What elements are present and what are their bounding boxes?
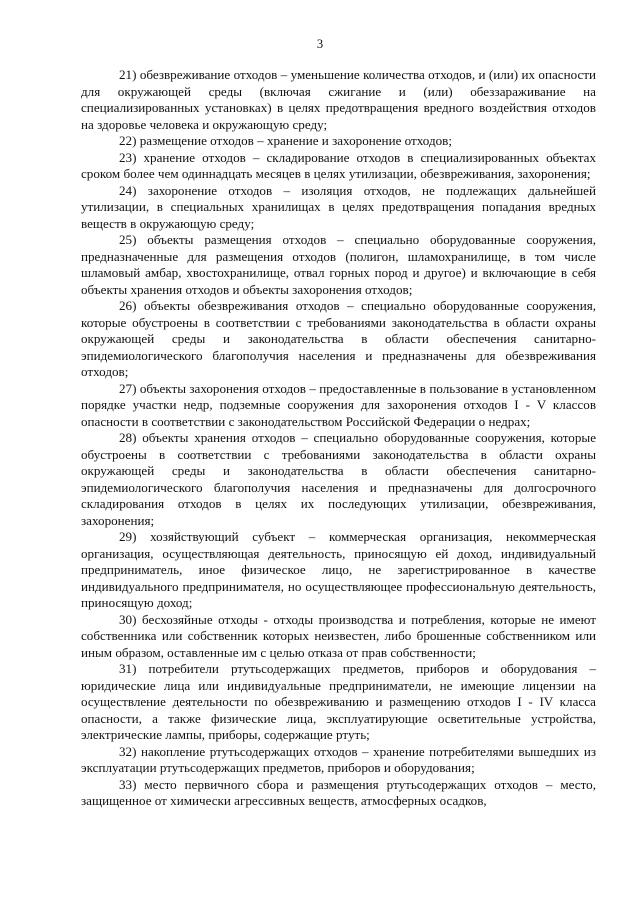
document-body — [81, 67, 596, 810]
definition-23: 23) хранение отходов – складирование отходов в специализированных объектах сроком более чем одиннадцать месяцев в целях утилизации, обезвреживания, захоронения; — [81, 149, 596, 181]
definition-31: 31) потребители ртутьсодержащих предметов, приборов и оборудования – юридические лица или индивидуальные предприниматели, не имеющие лицензии на осуществление деятельности по обезвреживанию и размещению отходов I - IV класса опасности, а также физические лица, эксплуатирующие осветительные устройства, электрические лампы, приборы, содержащие ртуть; — [81, 661, 596, 742]
definition-21: 21) обезвреживание отходов – уменьшение количества отходов, и (или) их опасности для окружающей среды (включая сжигание и (или) обеззараживание на специализированных установках) в целях предотвращения вредного воздействия отходов на здоровье человека и окружающую среду; — [81, 67, 596, 132]
definition-30: 30) бесхозяйные отходы - отходы производства и потребления, которые не имеют собственника или собственник которых неизвестен, либо брошенные собственником или иным образом, оставленные им с целью отказа от прав собственности; — [81, 611, 596, 660]
definition-33: 33) место первичного сбора и размещения ртутьсодержащих отходов – место, защищенное от химически агрессивных веществ, атмосферных осадков, — [81, 776, 596, 808]
definition-25: 25) объекты размещения отходов – специально оборудованные сооружения, предназначенные для размещения отходов (полигон, шламохранилище, в том числе шламовый амбар, хвостохранилище, отвал горных пород и другое) и включающие в себя объекты хранения отходов и объекты захоронения отходов; — [81, 232, 596, 297]
definition-24: 24) захоронение отходов – изоляция отходов, не подлежащих дальнейшей утилизации, в специальных хранилищах в целях предотвращения попадания вредных веществ в окружающую среду; — [81, 182, 596, 231]
definition-32: 32) накопление ртутьсодержащих отходов – хранение потребителями вышедших из эксплуатации ртутьсодержащих предметов, приборов и оборудования; — [81, 743, 596, 775]
definition-28: 28) объекты хранения отходов – специально оборудованные сооружения, которые обустроены в соответствии с требованиями законодательства в области охраны окружающей среды и законодательства в области обеспечения санитарно-эпидемиологического благополучия населения и предназначены для долгосрочного складирования отходов в целях их последующих утилизации, обезвреживания, захоронения; — [81, 430, 596, 528]
definition-22: 22) размещение отходов – хранение и захоронение отходов; — [119, 133, 453, 148]
definition-27: 27) объекты захоронения отходов – предоставленные в пользование в установленном порядке участки недр, подземные сооружения для захоронения отходов I - V классов опасности в соответствии с законодательством Российской Федерации о недрах; — [81, 380, 596, 429]
page-number: 3 — [316, 37, 324, 51]
definition-26: 26) объекты обезвреживания отходов – специально оборудованные сооружения, которые обустроены в соответствии с требованиями законодательства в области охраны окружающей среды и законодательства в области обеспечения санитарно-эпидемиологического благополучия населения и предназначены для обезвреживания отходов; — [81, 298, 596, 379]
definition-29: 29) хозяйствующий субъект – коммерческая организация, некоммерческая организация, осуществляющая деятельность, приносящую ей доход, индивидуальный предприниматель, иное физическое лицо, не зарегистрированное в качестве индивидуального предпринимателя, но осуществляющее профессиональную деятельность, приносящую доход; — [81, 529, 596, 610]
